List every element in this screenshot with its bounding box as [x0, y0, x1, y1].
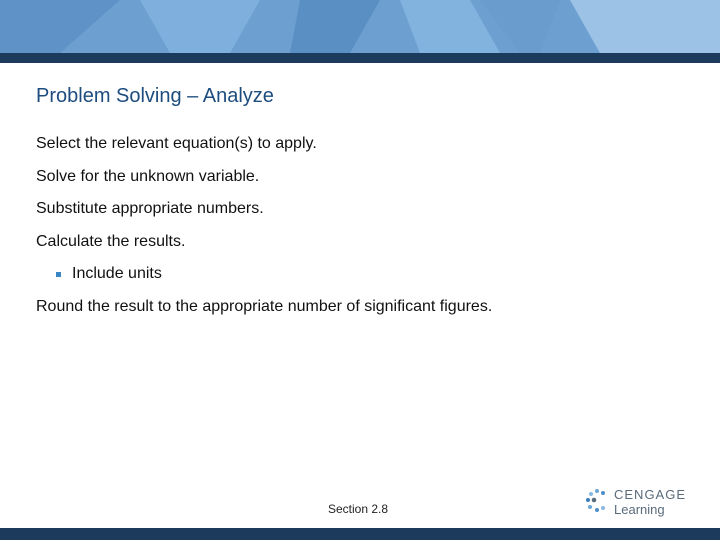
- sub-point-label: Include units: [72, 265, 162, 282]
- point-select-equation: Select the relevant equation(s) to apply.: [36, 135, 317, 152]
- section-footer: Section 2.8: [328, 502, 389, 516]
- header-rule: [0, 53, 720, 63]
- point-substitute-numbers: Substitute appropriate numbers.: [36, 200, 264, 217]
- logo-wordmark-top: CENGAGE: [614, 487, 687, 502]
- sub-point-include-units: [36, 264, 696, 297]
- point-calculate-results: Calculate the results.: [36, 232, 186, 250]
- square-bullet-icon: [56, 272, 61, 277]
- banner-pattern: [0, 0, 720, 53]
- slide-title: Problem Solving – Analyze: [36, 85, 274, 107]
- point-round-result: Round the result to the appropriate number of significant figures.: [36, 297, 493, 315]
- header-banner: [0, 0, 720, 53]
- cengage-logo: [584, 486, 688, 518]
- cengage-dots-icon: [584, 488, 610, 514]
- logo-wordmark-bottom: Learning: [614, 502, 665, 517]
- footer-band: [0, 528, 720, 540]
- slide-body: [36, 134, 696, 329]
- point-solve-unknown: Solve for the unknown variable.: [36, 167, 260, 185]
